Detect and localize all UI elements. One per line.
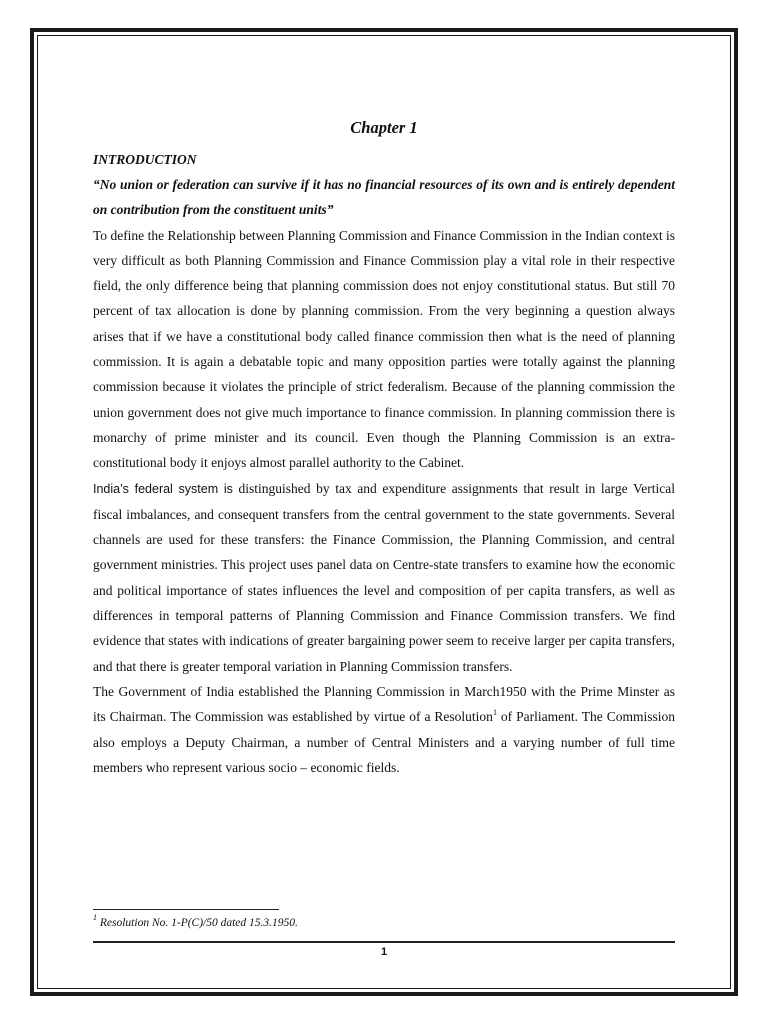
paragraph-3	[93, 679, 675, 780]
paragraph-2	[93, 476, 675, 679]
paragraph-2-body: distinguished by tax and expenditure assignments that result in large Vertical fiscal imbalances, and consequent transfers from the central government to the state governments. Several channels are used for these transfers: the Finance Commission, the Planning Commission, and central government ministries. This project uses panel data on Centre-state transfers to examine how the economic and political importance of states influences the level and composition of per capita transfers, as well as differences in temporal patterns of Planning Commission and Finance Commission transfers. We find evidence that states with indications of greater bargaining power seem to receive larger per capita transfers, and that there is greater temporal variation in Planning Commission transfers.	[93, 480, 675, 674]
footnote-reference[interactable]: 1	[492, 708, 497, 718]
epigraph-quote: “No union or federation can survive if it has no financial resources of its own and is entirely dependent on contribution from the constituent units”	[93, 177, 675, 218]
paragraph-3-part2: of Parliament. The Commission also employs a Deputy Chairman, a number of Central Ministers and a varying number of full time members who represent various socio – economic fields.	[93, 709, 675, 775]
footnote-text: Resolution No. 1-P(C)/50 dated 15.3.1950.	[97, 917, 298, 929]
paragraph-3-part1: The Government of India established the Planning Commission in March1950 with the Prime Minster as its Chairman. The Commission was established by virtue of a Resolution	[93, 683, 675, 725]
footnote	[93, 915, 298, 931]
paragraph-2-lead: India’s federal system is	[93, 481, 233, 496]
section-heading: INTRODUCTION	[93, 152, 197, 167]
paragraph-1: To define the Relationship between Planning Commission and Finance Commission in the Indian context is very difficult as both Planning Commission and Finance Commission play a vital role in their respective field, the only difference being that planning commission does not enjoy constitutional status. But still 70 percent of tax allocation is done by planning commission. From the very beginning a question always arises that if we have a constitutional body called finance commission then what is the need of planning commission. It is again a debatable topic and many opposition parties were totally against the planning commission because it violates the principle of strict federalism. Because of the planning commission the union government does not give much importance to finance commission. In planning commission there is monarchy of prime minister and its council. Even though the Planning Commission is an extra-constitutional body it enjoys almost parallel authority to the Cabinet.	[93, 227, 675, 471]
document-body	[93, 116, 675, 780]
page-number: 1	[380, 946, 388, 958]
footnote-marker: 1	[93, 913, 97, 922]
footnote-divider	[93, 909, 279, 910]
footer-divider	[93, 941, 675, 943]
chapter-title: Chapter 1	[350, 118, 418, 137]
